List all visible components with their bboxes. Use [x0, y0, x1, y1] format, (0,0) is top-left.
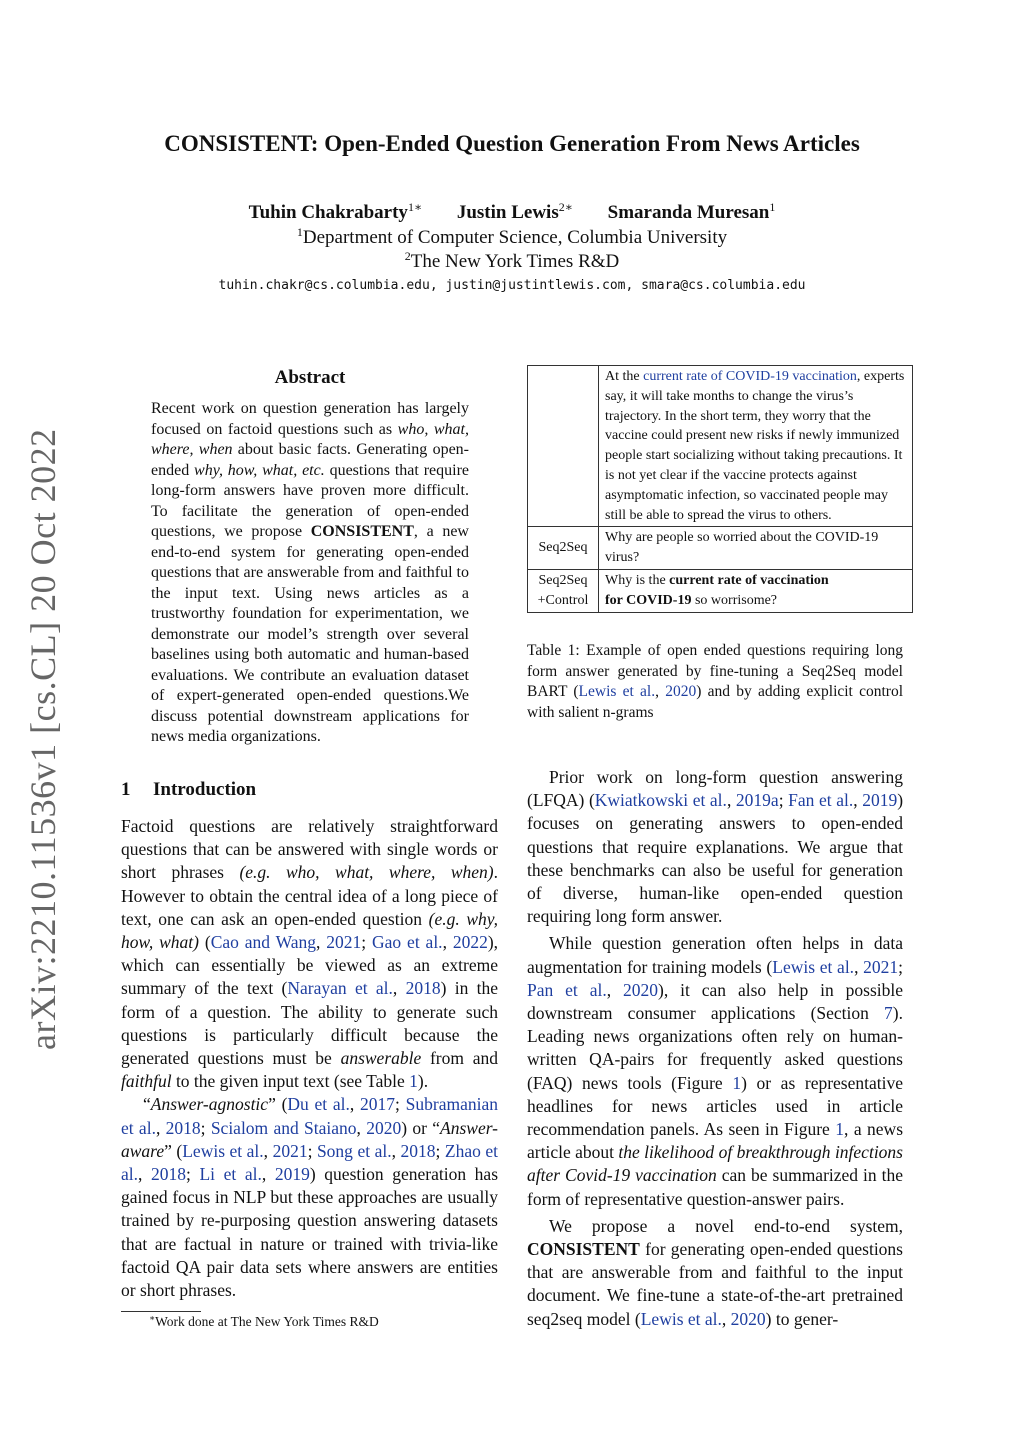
affiliation-mark: 2 — [404, 249, 411, 263]
table-cell-question: Why are people so worried about the COVID-19 virus? — [599, 527, 913, 570]
left-column-text — [121, 815, 498, 1302]
citation-link[interactable]: 2022 — [452, 932, 488, 953]
author-name: Tuhin Chakrabarty — [248, 202, 408, 223]
section-title: Introduction — [153, 779, 257, 800]
figure-ref-link[interactable]: 1 — [732, 1072, 742, 1093]
citation-link[interactable]: Scialom and Staiano — [210, 1117, 357, 1138]
table-row — [528, 366, 913, 527]
author-emails: tuhin.chakr@cs.columbia.edu, justin@justintlewis.com, smara@cs.columbia.edu — [218, 278, 806, 293]
citation-link[interactable]: Lewis et al. — [772, 956, 855, 977]
table-cell-empty — [528, 366, 599, 527]
author-name: Justin Lewis — [456, 202, 559, 223]
citation-link[interactable]: 2018 — [165, 1117, 201, 1138]
citation-link[interactable]: Narayan et al. — [287, 978, 393, 999]
intro-paragraph-1: Factoid questions are relatively straightforward questions that can be answered with single words or short phrases (e.g. who, what, where, when). However to obtain the central idea of a long piece of text, one can ask an open-ended question (e.g. why, how, what) (Cao and Wang, 2021; Gao et al., 2022), which can essentially be viewed as an extreme summary of the text (Narayan et al., 2018) in the form of a question. The ability to generate such questions is particularly difficult because the generated questions must be answerable from and faithful to the given input text (see Table 1). — [121, 816, 499, 1092]
table-caption: Table 1: Example of open ended questions requiring long form answer generated by fine-tuning a Seq2Seq model BART (Lewis et al., 2020) and by adding explicit control with salient n-grams — [527, 642, 903, 721]
citation-link[interactable]: Lewis et al. — [640, 1308, 722, 1329]
table-row — [528, 569, 913, 612]
section-ref-link[interactable]: 7 — [884, 1003, 893, 1024]
author-list — [0, 200, 1024, 224]
intro-paragraph-2: “Answer-agnostic” (Du et al., 2017; Subramanian et al., 2018; Scialom and Staiano, 2020) or “Answer-aware” (Lewis et al., 2021; Song et al., 2018; Zhao et al., 2018; Li et al., 2019) question generation has gained focus in NLP but these approaches are usually trained by re-purposing question answering datasets that are factual in nature or trained with trivia-like factoid QA pair data sets where answers are entities or short phrases. — [121, 1094, 499, 1301]
citation-link[interactable]: 2019 — [274, 1164, 310, 1185]
footnote-text: Work done at The New York Times R&D — [155, 1314, 379, 1329]
affiliation-text: The New York Times R&D — [410, 251, 620, 272]
footnote-mark: ∗ — [149, 1313, 156, 1323]
author-mark: 2∗ — [558, 200, 573, 214]
table-cell-label: Seq2Seq — [528, 527, 599, 570]
citation-link[interactable]: 2018 — [400, 1140, 436, 1161]
citation-link[interactable]: 2021 — [326, 932, 362, 953]
citation-link[interactable]: Subramanian et al. — [121, 1094, 498, 1138]
table-row — [528, 527, 913, 570]
citation-link[interactable]: Lewis et al. — [182, 1140, 264, 1161]
citation-link[interactable]: 2020 — [366, 1117, 402, 1138]
example-table — [527, 365, 913, 613]
paper-title: CONSISTENT: Open-Ended Question Generation From News Articles — [164, 131, 860, 156]
footnote-divider — [121, 1311, 201, 1312]
affiliation-text: Department of Computer Science, Columbia University — [302, 227, 728, 248]
citation-link[interactable]: 2018 — [151, 1164, 186, 1185]
section-heading-introduction — [121, 779, 256, 801]
citation-link[interactable]: Du et al. — [287, 1094, 350, 1115]
right-paragraph-2: While question generation often helps in data augmentation for training models (Lewis et al., 2021; Pan et al., 2020), it can also help in possible downstream consumer applications (Section 7). Leading news organizations often rely on human-written QA-pairs for frequently asked questions (FAQ) news tools (Figure 1) or as representative headlines for news articles used in article recommendation panels. As seen in Figure 1, a news article about the likelihood of breakthrough infections after Covid-19 vaccination can be summarized in the form of representative question-answer pairs. — [527, 933, 904, 1209]
figure-ref-link[interactable]: 1 — [835, 1119, 844, 1140]
citation-link[interactable]: Gao et al. — [372, 932, 443, 953]
affiliation-2 — [0, 249, 1024, 273]
citation-link[interactable]: Kwiatkowski et al. — [594, 790, 727, 811]
citation-link[interactable]: 2020 — [665, 683, 697, 700]
author-mark: 1∗ — [407, 200, 423, 214]
table-cell-question: Why is the current rate of vaccination for COVID-19 so worrisome? — [599, 569, 913, 612]
affiliation-1 — [0, 225, 1024, 249]
footnote — [149, 1313, 379, 1330]
abstract-body: Recent work on question generation has largely focused on factoid questions such as who, what, where, when about basic facts. Generating open-ended why, how, what, etc. questions that require long-form answers have proven more difficult. To facilitate the generation of open-ended questions, we propose CONSISTENT, a new end-to-end system for generating open-ended questions that are answerable from and faithful to the input text. Using news articles as a trustworthy foundation for experimentation, we demonstrate our model’s strength over several baselines using both automatic and human-based evaluations. We contribute an evaluation dataset of expert-generated open-ended questions.We discuss potential downstream applications for news media organizations. — [151, 400, 470, 745]
author-name: Smaranda Muresan — [607, 202, 770, 223]
right-paragraph-3: We propose a novel end-to-end system, CONSISTENT for generating open-ended questions that are answerable from and faithful to the input document. We fine-tune a state-of-the-art pretrained seq2seq model (Lewis et al., 2020) to gener- — [527, 1215, 903, 1329]
citation-link[interactable]: 2021 — [272, 1140, 308, 1161]
citation-link[interactable]: Zhao et al. — [121, 1140, 498, 1185]
highlighted-ngram: current rate of COVID-19 vaccination — [643, 369, 857, 384]
author-mark: 1 — [769, 200, 776, 214]
affiliation-mark: 1 — [296, 225, 303, 239]
citation-link[interactable]: 2021 — [863, 956, 899, 977]
abstract-heading: Abstract — [274, 367, 346, 388]
citation-link[interactable]: Fan et al. — [788, 790, 854, 811]
citation-link[interactable]: Lewis et al. — [578, 683, 656, 700]
citation-link[interactable]: 2018 — [405, 978, 441, 999]
section-number: 1 — [121, 779, 131, 800]
citation-link[interactable]: Li et al. — [199, 1164, 262, 1185]
table-cell-label: Seq2Seq +Control — [528, 569, 599, 612]
citation-link[interactable]: 2017 — [360, 1094, 396, 1115]
citation-link[interactable]: 2020 — [730, 1308, 766, 1329]
citation-link[interactable]: Song et al. — [316, 1140, 392, 1161]
right-paragraph-1: Prior work on long-form question answering (LFQA) (Kwiatkowski et al., 2019a; Fan et al., 2019) focuses on generating answers to open-ended questions that require explanations. We argue that these benchmarks can also be useful for generation of diverse, human-like open-ended question requiring long form answer. — [527, 767, 904, 927]
citation-link[interactable]: 2019 — [862, 790, 898, 811]
citation-link[interactable]: Pan et al. — [527, 979, 607, 1000]
citation-link[interactable]: Cao and Wang — [210, 932, 316, 953]
table-cell-article: At the current rate of COVID-19 vaccination, experts say, it will take months to change the virus’s trajectory. In the short term, they worry that the vaccine could present new risks if newly immunized people start socializing without taking precautions. It is not yet clear if the vaccine protects against asymptomatic infection, so vaccinated people may still be able to spread the virus to others. — [599, 366, 913, 527]
right-column-text — [527, 766, 903, 1331]
citation-link[interactable]: 2019a — [735, 790, 779, 811]
table-ref-link[interactable]: 1 — [409, 1071, 418, 1092]
arxiv-stamp: arXiv:2210.11536v1 [cs.CL] 20 Oct 2022 — [23, 428, 63, 1050]
citation-link[interactable]: 2020 — [623, 979, 659, 1000]
